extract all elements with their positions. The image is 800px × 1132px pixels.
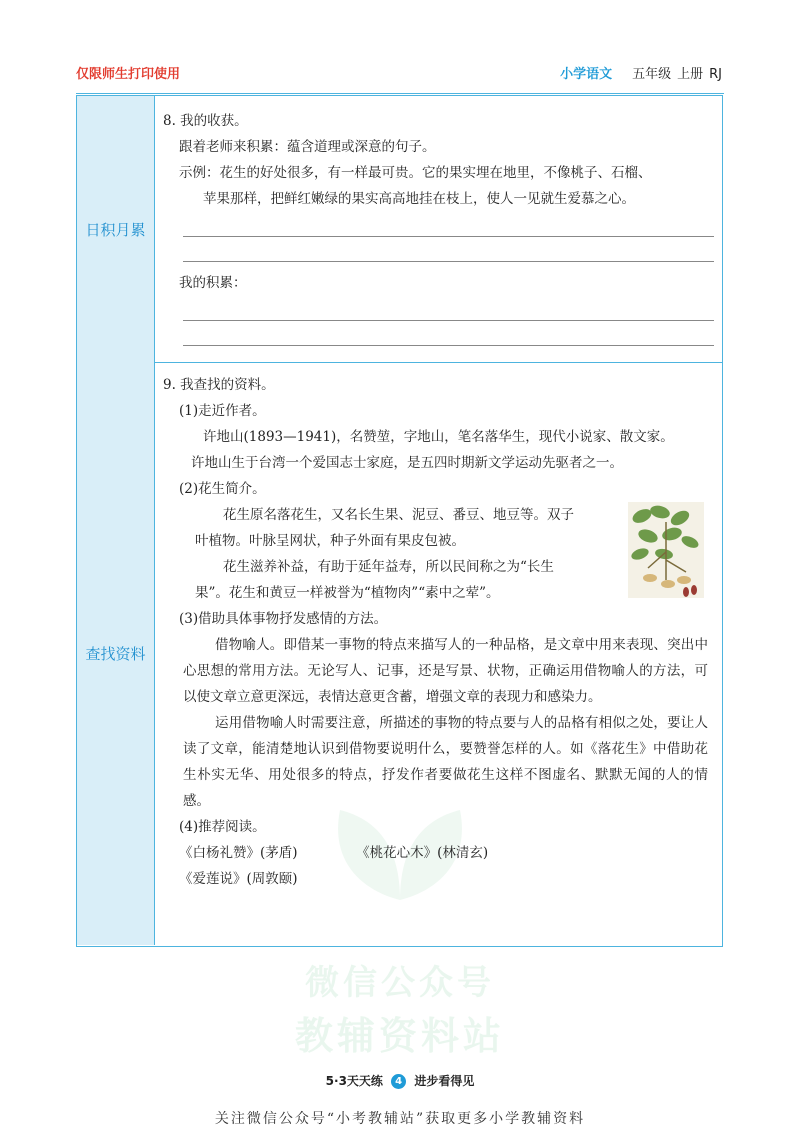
- q9-content: [163, 372, 714, 892]
- book-2: 《桃花心木》(林清玄): [356, 845, 489, 861]
- peanut-plant-image: [628, 502, 704, 598]
- answer-line[interactable]: [183, 296, 714, 321]
- answer-line[interactable]: [183, 237, 714, 262]
- section-label-search: 查找资料: [77, 362, 155, 945]
- book-1: 《白杨礼赞》(茅盾): [179, 845, 298, 861]
- q9-p3-para1: 借物喻人。即借某一事物的特点来描写人的一种品格，是文章中用来表现、突出中心思想的常用方法。无论写人、记事，还是写景、状物，正确运用借物喻人的方法，可以使文章立意更深远，表情达意更含蓄，增强文章的表现力和感染力。: [183, 637, 708, 705]
- print-notice: 仅限师生打印使用: [76, 67, 181, 82]
- footer-brand: 5·3天天练: [325, 1074, 383, 1088]
- header-divider: [76, 93, 724, 94]
- q9-p2-line1: 花生原名落花生，又名长生果、泥豆、番豆、地豆等。双子: [223, 507, 574, 523]
- page-footer: [0, 1072, 800, 1089]
- q8-my-label: 我的积累：: [179, 275, 247, 291]
- section-divider: [77, 362, 722, 363]
- q9-p1-heading: (1)走近作者。: [179, 403, 266, 419]
- q9-p3-para2: 运用借物喻人时需要注意，所描述的事物的特点要与人的品格有相似之处，要让人读了文章，能清楚地认识到借物要说明什么，要赞誉怎样的人。如《落花生》中借助花生朴实无华、用处很多的特点，抒发作者要做花生这样不图虚名、默默无闻的人的情感。: [183, 715, 708, 809]
- answer-line[interactable]: [183, 212, 714, 237]
- q9-title: 9. 我查找的资料。: [163, 377, 275, 393]
- worksheet-table: [76, 95, 723, 947]
- q9-p1-line1: 许地山(1893—1941)，名赞堃，字地山，笔名落华生，现代小说家、散文家。: [203, 429, 674, 445]
- subject-label: 小学语文: [560, 67, 613, 82]
- book-3: 《爱莲说》(周敦颐): [179, 871, 298, 887]
- volume-label: 上册: [677, 67, 704, 82]
- q9-p2-line2: 叶植物。叶脉呈网状，种子外面有果皮包被。: [195, 533, 465, 549]
- q9-book-row: [163, 840, 714, 866]
- q8-content: [163, 108, 714, 346]
- q9-p4-heading: (4)推荐阅读。: [179, 819, 266, 835]
- edition-label: RJ: [709, 67, 722, 82]
- q8-example-line2: 苹果那样，把鲜红嫩绿的果实高高地挂在枝上，使人一见就生爱慕之心。: [203, 191, 635, 207]
- book-info: [554, 63, 722, 82]
- q8-example-line1: 示例：花生的好处很多，有一样最可贵。它的果实埋在地里，不像桃子、石榴、: [179, 165, 652, 181]
- q9-p3-heading: (3)借助具体事物抒发感情的方法。: [179, 611, 388, 627]
- grade-label: 五年级: [632, 67, 672, 82]
- watermark-line-2: 教辅资料站: [294, 1014, 505, 1058]
- page-number-badge: 4: [391, 1074, 406, 1089]
- answer-line[interactable]: [183, 321, 714, 346]
- watermark-line-1: 微信公众号: [305, 963, 495, 1003]
- q9-p2-heading: (2)花生简介。: [179, 481, 266, 497]
- q9-p2-line3: 花生滋养补益，有助于延年益寿，所以民间称之为“长生: [223, 559, 554, 575]
- section-label-accumulate: 日积月累: [77, 96, 155, 362]
- bottom-note: 关注微信公众号“小考教辅站”获取更多小学教辅资料: [214, 1111, 586, 1127]
- q9-p1-line2: 许地山生于台湾一个爱国志士家庭，是五四时期新文学运动先驱者之一。: [191, 455, 623, 471]
- q8-title: 8. 我的收获。: [163, 113, 248, 129]
- q8-instruction: 跟着老师来积累：蕴含道理或深意的句子。: [179, 139, 436, 155]
- footer-slogan: 进步看得见: [414, 1074, 475, 1088]
- q9-p2-line4: 果”。花生和黄豆一样被誉为“植物肉”“素中之荤”。: [195, 585, 500, 601]
